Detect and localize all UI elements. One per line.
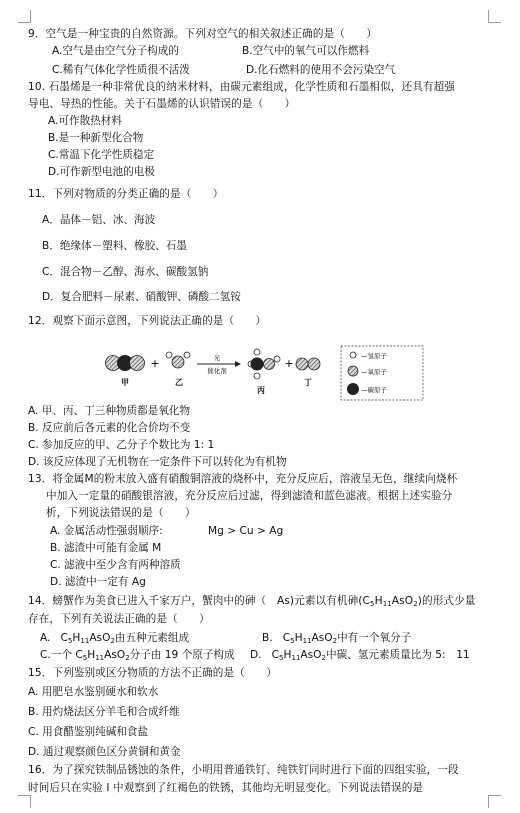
q14-option-a-letter: A. xyxy=(40,632,51,644)
q14-option-c-sub5: 5 xyxy=(82,654,88,662)
reaction-arrow-head xyxy=(235,361,241,367)
q9-option-a: A.空气是由空气分子构成的 xyxy=(52,45,179,57)
q14-option-c-sub2: 2 xyxy=(125,654,130,662)
q14-option-a-text: 由五种元素组成 xyxy=(114,632,190,644)
plus-sign-1: + xyxy=(150,357,160,370)
molecule-bing xyxy=(248,349,280,379)
q11-stem: 11．下列对物质的分类正确的是（ ） xyxy=(28,188,224,200)
q14-option-a-aso: AsO xyxy=(89,632,111,644)
q16-stem-line2: 时间后只在实验 I 中观察到了红褐色的铁锈，其他均无明显变化。下列说法错误的是 xyxy=(28,782,424,794)
label-ding: 丁 xyxy=(304,378,312,387)
q13-option-d: D. 滤渣中一定有 Ag xyxy=(50,576,146,588)
q12-option-d: D. 该反应体现了无机物在一定条件下可以转化为有机物 xyxy=(28,456,287,468)
q9-option-d: D.化石燃料的使用不会污染空气 xyxy=(246,64,396,76)
q14-option-d-sub5: 5 xyxy=(279,654,284,662)
q14-option-a-h: H xyxy=(72,632,81,644)
q15-stem: 15．下列鉴别或区分物质的方法不正确的是（ ） xyxy=(28,667,277,679)
q14-stem-line1-part1: 14．螃蟹作为美食已进入千家万户，蟹肉中的砷（ As)元素以有机砷(C xyxy=(28,595,371,607)
crop-mark-bottom-left xyxy=(18,795,31,808)
label-yi: 乙 xyxy=(175,378,183,387)
q10-option-d: D.可作新型电池的电极 xyxy=(48,166,155,178)
q15-option-c: C. 用食醋鉴别纯碱和食盐 xyxy=(28,726,149,738)
q14-option-d-text: 中碳、氢元素质量比为 5: 11 xyxy=(325,649,470,661)
q14-option-c-h: H xyxy=(87,649,96,661)
q14-option-d xyxy=(250,648,470,665)
q14-option-b xyxy=(262,631,411,648)
molecule-yi xyxy=(166,352,190,368)
q14-stem-line1-part3: AsO xyxy=(391,595,414,607)
q14-sub-c5: 5 xyxy=(370,600,375,608)
label-jia: 甲 xyxy=(121,378,129,387)
plus-sign-2: + xyxy=(284,357,294,370)
q14-option-c-sub11: 11 xyxy=(95,654,105,662)
q11-option-a: A．晶体－铝、冰、海波 xyxy=(42,214,156,226)
q14-sub-o2: 2 xyxy=(413,600,418,608)
q14-stem-line1-part2: H xyxy=(374,595,383,607)
legend-carbon-atom xyxy=(347,383,359,395)
q14-option-a-sub11: 11 xyxy=(80,637,90,645)
q14-option-d-sub2: 2 xyxy=(321,654,326,662)
arrow-condition-light: 光 xyxy=(213,354,221,362)
q12-option-b: B. 反应前后各元素的化合价均不变 xyxy=(28,422,191,434)
q14-option-b-h: H xyxy=(294,632,303,644)
q14-option-c-aso: AsO xyxy=(104,649,126,661)
q15-option-a: A. 用肥皂水鉴别硬水和软水 xyxy=(28,686,159,698)
q13-option-a-label: A. 金属活动性强弱顺序: xyxy=(50,525,163,537)
q14-option-d-h: H xyxy=(283,649,292,661)
q14-option-a-sub2: 2 xyxy=(110,637,115,645)
q14-stem-line1 xyxy=(28,594,520,611)
q10-option-a: A.可作散热材料 xyxy=(48,115,122,127)
legend-hydrogen-label: —氢原子 xyxy=(361,352,387,360)
q14-stem-line2: 存在，下列有关说法正确的是（ ） xyxy=(28,613,210,625)
crop-mark-top-right xyxy=(488,10,501,23)
q14-option-b-text: 中有一个氧分子 xyxy=(337,632,412,644)
q13-option-a-value: Mg > Cu > Ag xyxy=(208,525,284,537)
q9-stem: 9．空气是一种宝贵的自然资源。下列对空气的相关叙述正确的是（ ） xyxy=(28,28,378,40)
molecule-ding xyxy=(296,358,320,370)
legend-carbon-label: —碳原子 xyxy=(361,386,387,394)
q10-stem-line1: 10. 石墨烯是一种非常优良的纳米材料，由碳元素组成，化学性质和石墨相似，还具有超强 xyxy=(28,81,455,93)
crop-mark-bottom-right xyxy=(488,795,501,808)
label-bing: 丙 xyxy=(257,386,265,395)
q10-stem-line2: 导电、导热的性能。关于石墨烯的认识错误的是（ ） xyxy=(28,98,296,110)
q14-option-b-letter: B. xyxy=(262,632,273,644)
q13-stem-line2: 中加入一定量的硝酸银溶液，充分反应后过滤，得到滤渣和蓝色滤液。根据上述实验分 xyxy=(46,490,453,502)
q10-option-c: C.常温下化学性质稳定 xyxy=(48,149,155,161)
q14-stem-line1-part4: )的形式少量 xyxy=(417,595,476,607)
q12-stem: 12．观察下面示意图，下列说法正确的是（ ） xyxy=(28,315,267,327)
q14-option-a xyxy=(40,631,189,648)
q15-option-d: D. 通过观察颜色区分黄铜和黄金 xyxy=(28,746,181,758)
q13-stem-line3: 析，下列说法错误的是（ ） xyxy=(46,507,196,519)
molecule-jia xyxy=(106,356,145,371)
arrow-condition-catalyst: 催化剂 xyxy=(207,367,227,375)
q14-option-d-c: C xyxy=(271,649,280,661)
q9-option-b: B.空气中的氧气可以作燃料 xyxy=(242,45,370,57)
q14-option-a-c: C xyxy=(60,632,68,644)
q14-option-c-prefix: C.一个 C xyxy=(40,649,83,661)
legend-oxygen-label: —氧原子 xyxy=(361,368,387,376)
q13-stem-line1: 13．将金属M的粉末放入盛有硝酸铜溶液的烧杯中，充分反应后，溶液呈无色，继续向烧杯 xyxy=(28,473,458,485)
q16-stem-line1: 16．为了探究铁制品锈蚀的条件，小明用普通铁钉、纯铁钉同时进行下面的四组实验，一段 xyxy=(28,764,459,776)
legend-oxygen-atom xyxy=(348,366,358,376)
q11-option-b: B．绝缘体－塑料、橡胶、石墨 xyxy=(42,240,187,252)
q9-option-c: C.稀有气体化学性质很不活泼 xyxy=(52,64,190,76)
q14-option-b-sub2: 2 xyxy=(332,637,338,645)
q14-option-b-c: C xyxy=(282,632,291,644)
q14-option-d-letter: D. xyxy=(250,649,262,661)
q14-option-b-sub11: 11 xyxy=(302,637,312,645)
q12-option-c: C. 参加反应的甲、乙分子个数比为 1: 1 xyxy=(28,439,215,451)
q14-option-a-sub5: 5 xyxy=(67,637,73,645)
q14-option-b-sub5: 5 xyxy=(290,637,295,645)
reaction-diagram xyxy=(95,344,425,402)
q11-option-c: C．混合物－乙醇、海水、碳酸氢钠 xyxy=(42,266,209,278)
q13-option-c: C. 滤液中至少含有两种溶质 xyxy=(50,559,181,571)
q14-sub-h11: 11 xyxy=(382,600,392,608)
q14-option-d-aso: AsO xyxy=(300,649,322,661)
q14-option-d-sub11: 11 xyxy=(291,654,301,662)
q12-option-a: A. 甲、丙、丁三种物质都是氧化物 xyxy=(28,405,191,417)
q14-option-c xyxy=(40,648,235,665)
q15-option-b: B. 用灼烧法区分羊毛和合成纤维 xyxy=(28,706,180,718)
legend-hydrogen-atom xyxy=(350,352,356,358)
crop-mark-top-left xyxy=(18,10,31,23)
q13-option-b: B. 滤渣中可能有金属 M xyxy=(50,542,162,554)
q14-option-c-text: 分子由 19 个原子构成 xyxy=(129,649,235,661)
q14-option-b-aso: AsO xyxy=(311,632,333,644)
q11-option-d: D．复合肥料－尿素、硝酸钾、磷酸二氢铵 xyxy=(42,291,241,303)
q10-option-b: B.是一种新型化合物 xyxy=(48,132,144,144)
